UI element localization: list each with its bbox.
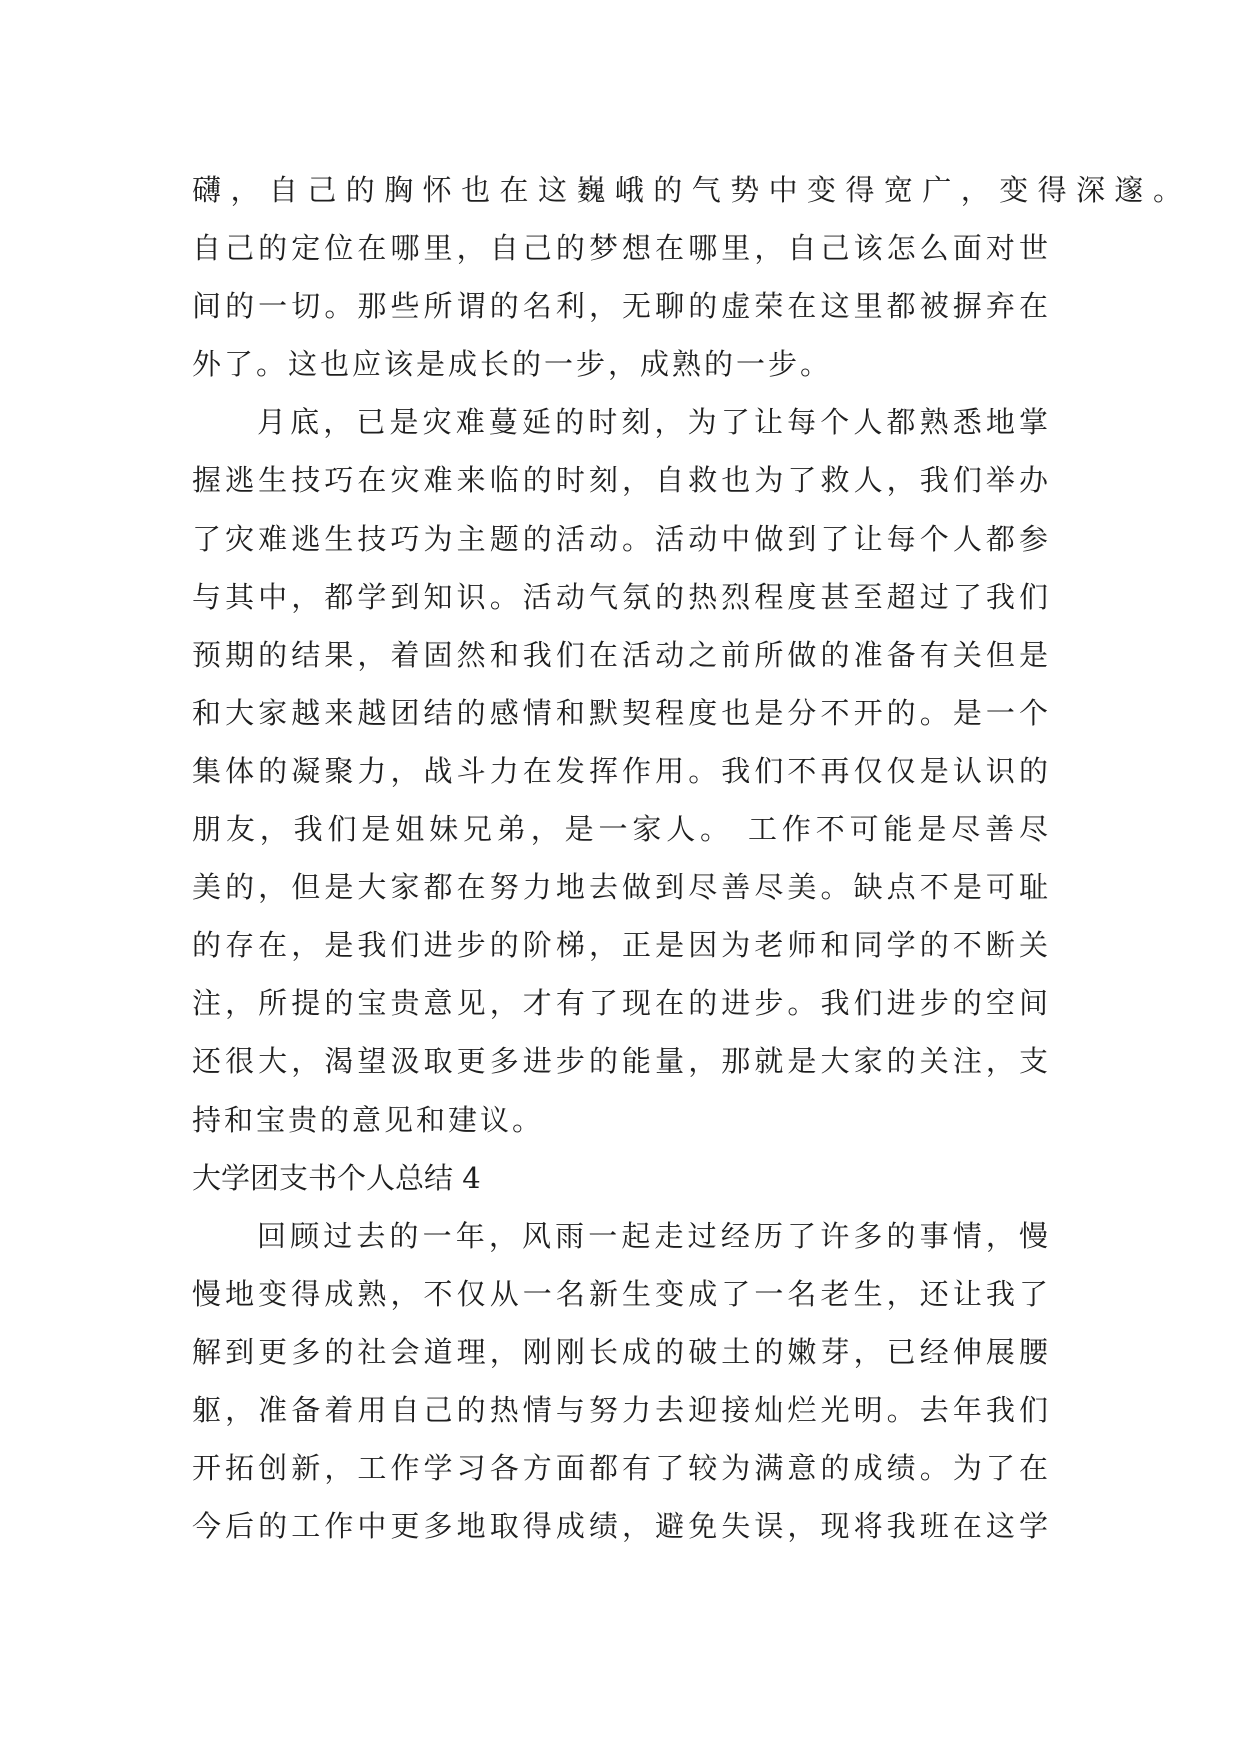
text-line: 与其中，都学到知识。活动气氛的热烈程度甚至超过了我们	[192, 579, 1051, 614]
text-line: 开拓创新，工作学习各方面都有了较为满意的成绩。为了在	[192, 1451, 1051, 1486]
document-body	[192, 161, 1185, 1555]
text-line: 了灾难逃生技巧为主题的活动。活动中做到了让每个人都参	[192, 521, 1051, 556]
text-line: 自己的定位在哪里，自己的梦想在哪里，自己该怎么面对世	[192, 231, 1051, 266]
text-line: 持和宝贵的意见和建议。	[192, 1102, 545, 1137]
text-line: 预期的结果，着固然和我们在活动之前所做的准备有关但是	[192, 637, 1051, 672]
text-line: 慢地变得成熟，不仅从一名新生变成了一名老生，还让我了	[192, 1276, 1051, 1311]
section-heading: 大学团支书个人总结 4	[192, 1160, 481, 1195]
text-line: 躯，准备着用自己的热情与努力去迎接灿烂光明。去年我们	[192, 1392, 1051, 1427]
text-line: 和大家越来越团结的感情和默契程度也是分不开的。是一个	[192, 695, 1051, 730]
text-line: 礴，自己的胸怀也在这巍峨的气势中变得宽广，变得深邃。	[192, 173, 1185, 207]
text-line: 朋友，我们是姐妹兄弟，是一家人。 工作不可能是尽善尽	[192, 812, 1051, 847]
text-line: 美的，但是大家都在努力地去做到尽善尽美。缺点不是可耻	[192, 870, 1051, 905]
text-line: 还很大，渴望汲取更多进步的能量，那就是大家的关注，支	[192, 1044, 1051, 1079]
text-line: 的存在，是我们进步的阶梯，正是因为老师和同学的不断关	[192, 928, 1051, 963]
text-line: 今后的工作中更多地取得成绩，避免失误，现将我班在这学	[192, 1509, 1051, 1544]
text-line: 回顾过去的一年，风雨一起走过经历了许多的事情，慢	[257, 1218, 1051, 1253]
text-line: 间的一切。那些所谓的名利，无聊的虚荣在这里都被摒弃在	[192, 289, 1051, 324]
text-line: 握逃生技巧在灾难来临的时刻，自救也为了救人，我们举办	[192, 463, 1051, 498]
paragraph-1	[192, 161, 1185, 393]
text-line: 外了。这也应该是成长的一步，成熟的一步。	[192, 347, 833, 382]
paragraph-3	[192, 1207, 1051, 1556]
text-line: 月底，已是灾难蔓延的时刻，为了让每个人都熟悉地掌	[257, 405, 1051, 440]
text-line: 解到更多的社会道理，刚刚长成的破土的嫩芽，已经伸展腰	[192, 1334, 1051, 1369]
text-line: 注，所提的宝贵意见，才有了现在的进步。我们进步的空间	[192, 986, 1051, 1021]
paragraph-2	[192, 393, 1051, 1148]
text-line: 集体的凝聚力，战斗力在发挥作用。我们不再仅仅是认识的	[192, 753, 1051, 788]
